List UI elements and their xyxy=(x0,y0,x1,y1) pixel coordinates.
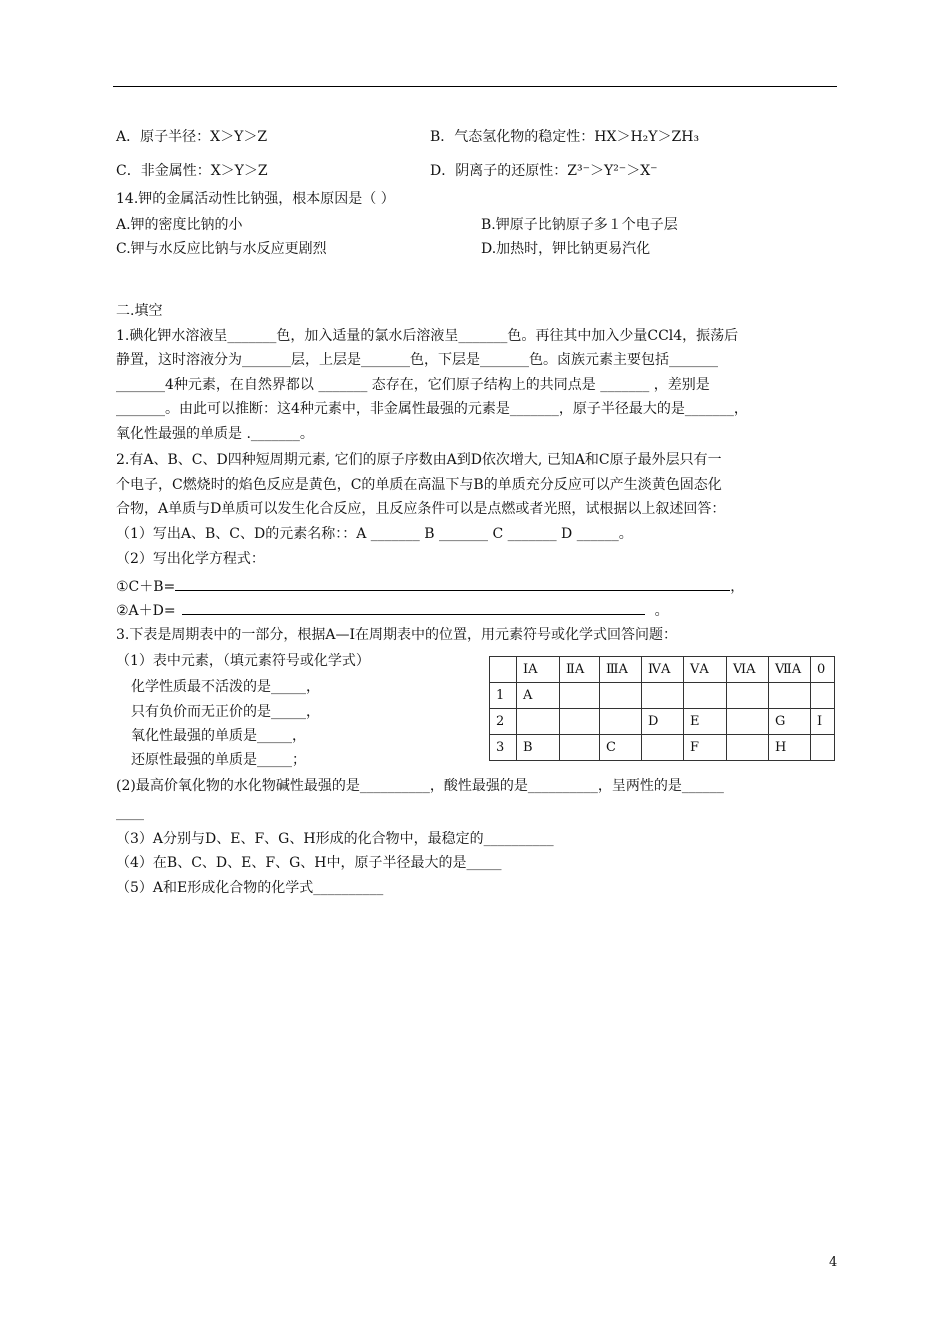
table-cell xyxy=(642,683,684,709)
table-cell xyxy=(727,735,769,761)
p3-sub1-d: 还原性最强的单质是_____； xyxy=(131,752,306,768)
table-header-row xyxy=(490,657,835,683)
table-header-cell: ⅣA xyxy=(642,657,684,683)
equation-2-label: ②A＋D= xyxy=(116,603,176,619)
table-header-cell: ⅦA xyxy=(769,657,811,683)
p3-sub2-cont: ____ xyxy=(116,805,144,821)
table-cell xyxy=(642,735,684,761)
table-cell xyxy=(727,709,769,735)
q14-option-a: A.钾的密度比钠的小 xyxy=(116,217,243,233)
q14-stem: 14.钾的金属活动性比钠强，根本原因是（ ） xyxy=(116,191,395,207)
p2-line-2: 个电子，C燃烧时的焰色反应是黄色，C的单质在高温下与B的单质充分反应可以产生淡黄色固态化 xyxy=(116,477,722,493)
p1-line-3: _______4种元素，在自然界都以 _______ 态存在，它们原子结构上的共同点是 _______ ，差别是 xyxy=(116,377,710,393)
table-cell: B xyxy=(517,735,560,761)
table-cell: D xyxy=(642,709,684,735)
table-cell xyxy=(684,683,727,709)
q13-option-a: A．原子半径：X＞Y＞Z xyxy=(116,129,268,145)
table-header-cell: ⅡA xyxy=(560,657,600,683)
table-header-cell: ⅥA xyxy=(727,657,769,683)
table-cell: E xyxy=(684,709,727,735)
equation-1-label: ①C＋B= xyxy=(116,579,176,595)
p1-line-5: 氧化性最强的单质是 ._______。 xyxy=(116,426,314,442)
p3-sub5: （5）A和E形成化合物的化学式__________ xyxy=(116,880,384,896)
table-cell xyxy=(600,683,642,709)
p2-line-1: 2.有A、B、C、D四种短周期元素, 它们的原子序数由A到D依次增大, 已知A和C原子最外层只有一 xyxy=(116,452,722,468)
q14-option-d: D.加热时，钾比钠更易汽化 xyxy=(481,241,651,257)
q13-option-b: B．气态氢化物的稳定性：HX＞H₂Y＞ZH₃ xyxy=(430,129,700,145)
table-cell xyxy=(560,709,600,735)
table-cell: F xyxy=(684,735,727,761)
table-row xyxy=(490,735,835,761)
table-cell: H xyxy=(769,735,811,761)
q13-option-d: D．阴离子的还原性：Z³⁻＞Y²⁻＞X⁻ xyxy=(430,163,658,179)
table-cell: A xyxy=(517,683,560,709)
p1-line-2: 静置，这时溶液分为_______层，上层是_______色，下层是_______色。卤族元素主要包括_______ xyxy=(116,352,718,368)
p2-line-4: （1）写出A、B、C、D的元素名称：：A _______ B _______ C _______ D ______。 xyxy=(116,526,633,542)
table-row xyxy=(490,709,835,735)
page-number: 4 xyxy=(829,1255,838,1270)
periodic-table xyxy=(489,656,835,761)
table-header-cell: 0 xyxy=(811,657,835,683)
table-cell xyxy=(811,735,835,761)
section-title: 二.填空 xyxy=(116,303,163,319)
equation-1-blank[interactable] xyxy=(175,576,730,591)
equation-1 xyxy=(116,576,744,596)
header-rule xyxy=(113,86,837,87)
table-header-cell xyxy=(490,657,517,683)
table-cell xyxy=(560,683,600,709)
p1-line-1: 1.碘化钾水溶液呈_______色，加入适量的氯水后溶液呈_______色。再往其中加入少量CCl4，振荡后 xyxy=(116,328,739,344)
table-cell xyxy=(560,735,600,761)
p2-line-5: （2）写出化学方程式： xyxy=(116,551,265,567)
p3-sub1-b: 只有负价而无正价的是_____， xyxy=(131,704,320,720)
table-cell xyxy=(769,683,811,709)
q14-option-c: C.钾与水反应比钠与水反应更剧烈 xyxy=(116,241,327,257)
p3-sub1: （1）表中元素，（填元素符号或化学式） xyxy=(116,653,370,669)
equation-2-blank[interactable] xyxy=(182,600,645,615)
table-cell xyxy=(517,709,560,735)
p3-sub1-c: 氧化性最强的单质是_____， xyxy=(131,728,306,744)
p3-line-1: 3.下表是周期表中的一部分，根据A—I在周期表中的位置，用元素符号或化学式回答问题： xyxy=(116,627,677,643)
equation-2-end: 。 xyxy=(654,603,669,619)
table-cell: 2 xyxy=(490,709,517,735)
table-cell: I xyxy=(811,709,835,735)
table-cell xyxy=(600,709,642,735)
p2-line-3: 合物，A单质与D单质可以发生化合反应，且反应条件可以是点燃或者光照，试根据以上叙述回答： xyxy=(116,501,726,517)
p3-sub4: （4）在B、C、D、E、F、G、H中，原子半径最大的是_____ xyxy=(116,855,502,871)
table-cell: 1 xyxy=(490,683,517,709)
table-header-cell: ⅢA xyxy=(600,657,642,683)
table-row xyxy=(490,683,835,709)
q14-option-b: B.钾原子比钠原子多１个电子层 xyxy=(481,217,678,233)
table-cell: G xyxy=(769,709,811,735)
p1-line-4: _______。由此可以推断：这4种元素中，非金属性最强的元素是_______，原子半径最大的是_______， xyxy=(116,401,748,417)
table-header-cell: ⅠA xyxy=(517,657,560,683)
table-cell xyxy=(811,683,835,709)
table-cell: 3 xyxy=(490,735,517,761)
equation-2 xyxy=(116,600,669,620)
table-cell: C xyxy=(600,735,642,761)
p3-sub3: （3）A分别与D、E、F、G、H形成的化合物中，最稳定的__________ xyxy=(116,831,554,847)
equation-1-end: ， xyxy=(730,579,745,595)
table-header-cell: ⅤA xyxy=(684,657,727,683)
p3-sub1-a: 化学性质最不活泼的是_____， xyxy=(131,679,320,695)
q13-option-c: C．非金属性：X＞Y＞Z xyxy=(116,163,268,179)
p3-sub2: (2)最高价氧化物的水化物碱性最强的是__________，酸性最强的是__________，呈两性的是______ xyxy=(116,778,724,794)
table-cell xyxy=(727,683,769,709)
